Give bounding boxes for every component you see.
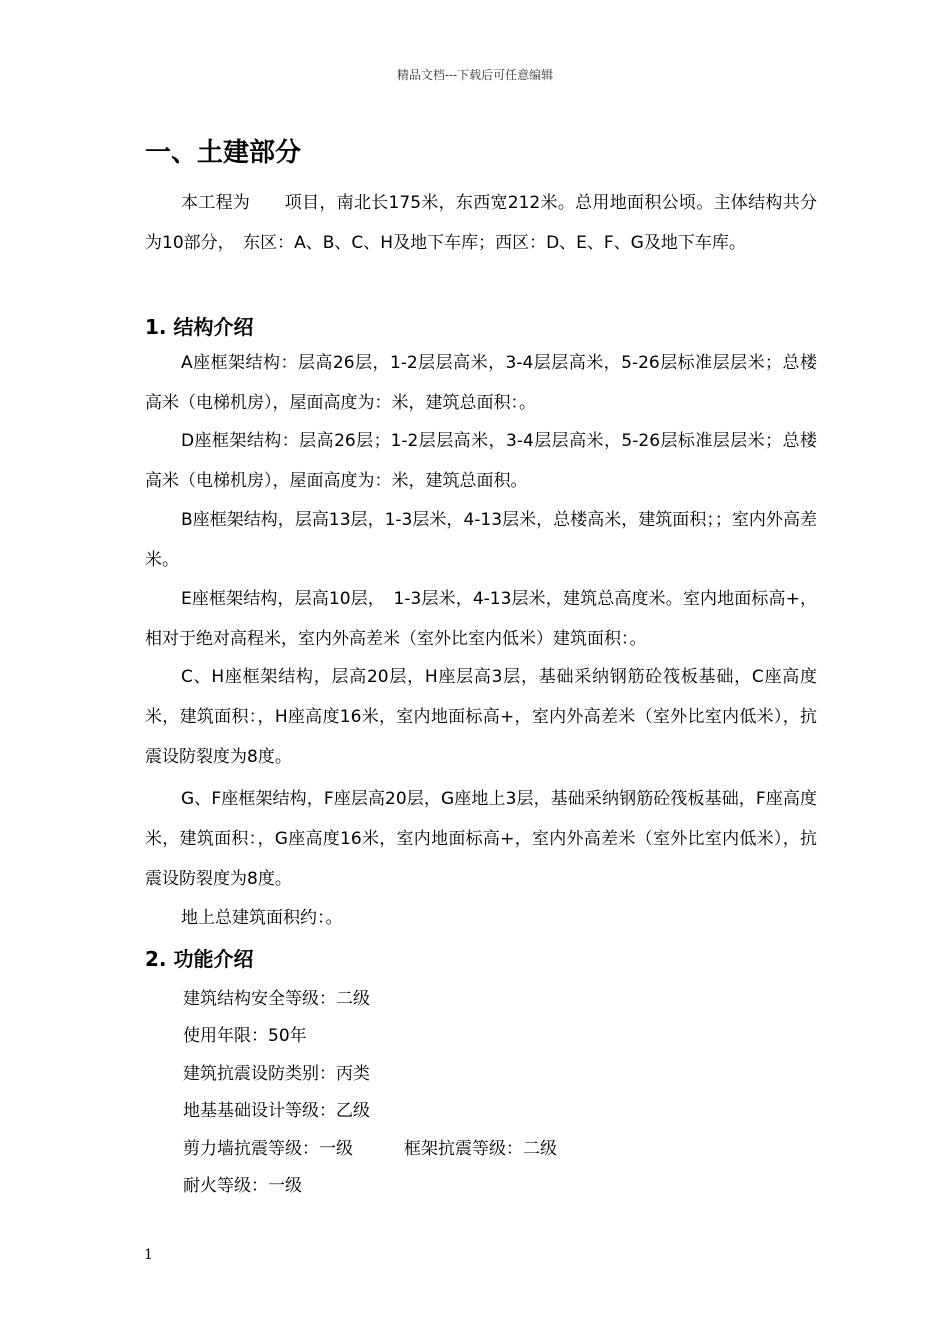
paragraph-e-block: E座框架结构，层高10层， 1-3层米，4-13层米，建筑总高度米。室内地面标高+，相对于绝对高程米，室内外高差米（室外比室内低米）建筑面积：。 (145, 589, 817, 649)
function-item: 剪力墙抗震等级：一级 框架抗震等级：二级 (183, 1139, 557, 1159)
document-title: 一、土建部分 (145, 138, 302, 168)
intro-paragraph: 本工程为 项目，南北长175米，东西宽212米。总用地面积公顷。主体结构共分为10部分， 东区：A、B、C、H及地下车库；西区：D、E、F、G及地下车库。 (145, 193, 817, 253)
paragraph-b-block: B座框架结构，层高13层，1-3层米，4-13层米，总楼高米，建筑面积；；室内外高差米。 (145, 510, 817, 570)
function-item: 建筑结构安全等级：二级 (183, 989, 370, 1009)
section2-heading: 2. 功能介绍 (145, 947, 254, 971)
page-number: 1 (144, 1247, 153, 1263)
page-header: 精品文档---下载后可任意编辑 (396, 68, 554, 82)
paragraph-a-block: A座框架结构：层高26层，1-2层层高米，3-4层层高米，5-26层标准层层米；总楼高米（电梯机房），屋面高度为：米，建筑总面积：。 (145, 353, 817, 413)
paragraph-gf-block: G、F座框架结构，F座层高20层，G座地上3层，基础采纳钢筋砼筏板基础，F座高度米，建筑面积：，G座高度16米，室内地面标高+，室内外高差米（室外比室内低米），抗震设防裂度为8度。 (145, 789, 817, 889)
function-item: 建筑抗震设防类别：丙类 (183, 1064, 370, 1084)
paragraph-d-block: D座框架结构：层高26层；1-2层层高米，3-4层层高米，5-26层标准层层米；总楼高米（电梯机房），屋面高度为：米，建筑总面积。 (145, 431, 817, 491)
function-item: 使用年限：50年 (183, 1026, 307, 1046)
paragraph-ch-block: C、H座框架结构，层高20层，H座层高3层，基础采纳钢筋砼筏板基础，C座高度米，建筑面积：，H座高度16米，室内地面标高+，室内外高差米（室外比室内低米），抗震设防裂度为8度。 (145, 667, 817, 767)
function-item: 地基基础设计等级：乙级 (183, 1101, 370, 1121)
section1-heading: 1. 结构介绍 (145, 315, 254, 339)
paragraph-total-area: 地上总建筑面积约：。 (181, 908, 343, 928)
function-item: 耐火等级：一级 (183, 1176, 302, 1196)
